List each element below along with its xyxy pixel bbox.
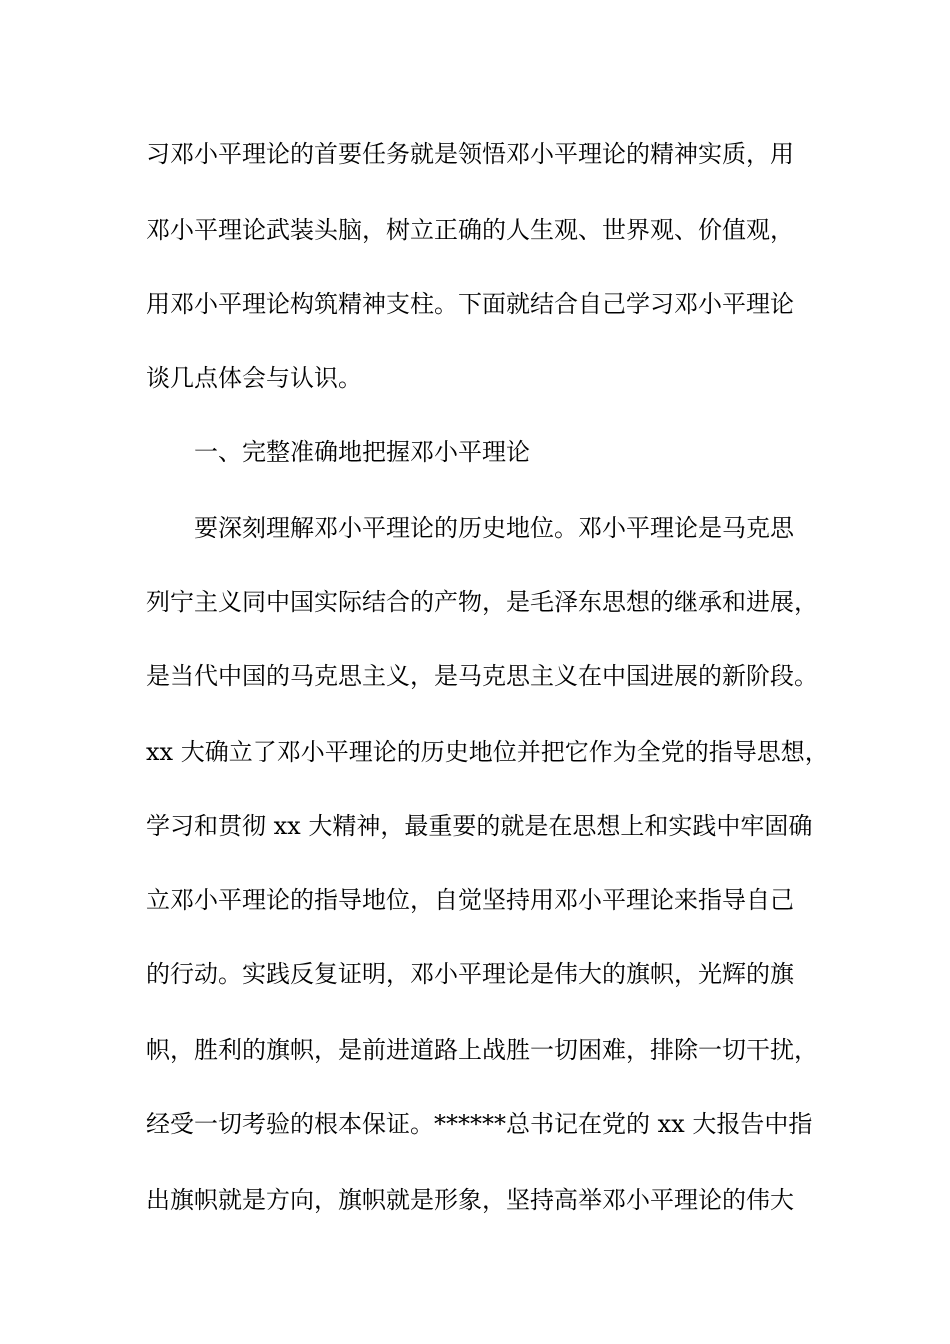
paragraph-line: 帜，胜利的旗帜，是前进道路上战胜一切困难，排除一切干扰，	[146, 1036, 818, 1064]
paragraph-line: 邓小平理论武装头脑，树立正确的人生观、世界观、价值观，	[146, 216, 794, 244]
paragraph-line: 的行动。实践反复证明，邓小平理论是伟大的旗帜，光辉的旗	[146, 960, 794, 988]
paragraph-line: 要深刻理解邓小平理论的历史地位。邓小平理论是马克思	[194, 514, 794, 542]
paragraph-line: 学习和贯彻 xx 大精神，最重要的就是在思想上和实践中牢固确	[146, 812, 813, 840]
paragraph-line: 立邓小平理论的指导地位，自觉坚持用邓小平理论来指导自己	[146, 886, 794, 914]
paragraph-line: 习邓小平理论的首要任务就是领悟邓小平理论的精神实质，用	[146, 140, 794, 168]
paragraph-line: 出旗帜就是方向，旗帜就是形象，坚持高举邓小平理论的伟大	[146, 1186, 794, 1214]
paragraph-line: 用邓小平理论构筑精神支柱。下面就结合自己学习邓小平理论	[146, 290, 794, 318]
paragraph-line: 经受一切考验的根本保证。******总书记在党的 xx 大报告中指	[146, 1110, 813, 1138]
paragraph-line: xx 大确立了邓小平理论的历史地位并把它作为全党的指导思想，	[146, 738, 829, 766]
paragraph-line: 列宁主义同中国实际结合的产物，是毛泽东思想的继承和进展，	[146, 588, 818, 616]
paragraph-line: 是当代中国的马克思主义，是马克思主义在中国进展的新阶段。	[146, 662, 818, 690]
section-heading: 一、完整准确地把握邓小平理论	[194, 438, 530, 466]
paragraph-line: 谈几点体会与认识。	[146, 364, 362, 392]
